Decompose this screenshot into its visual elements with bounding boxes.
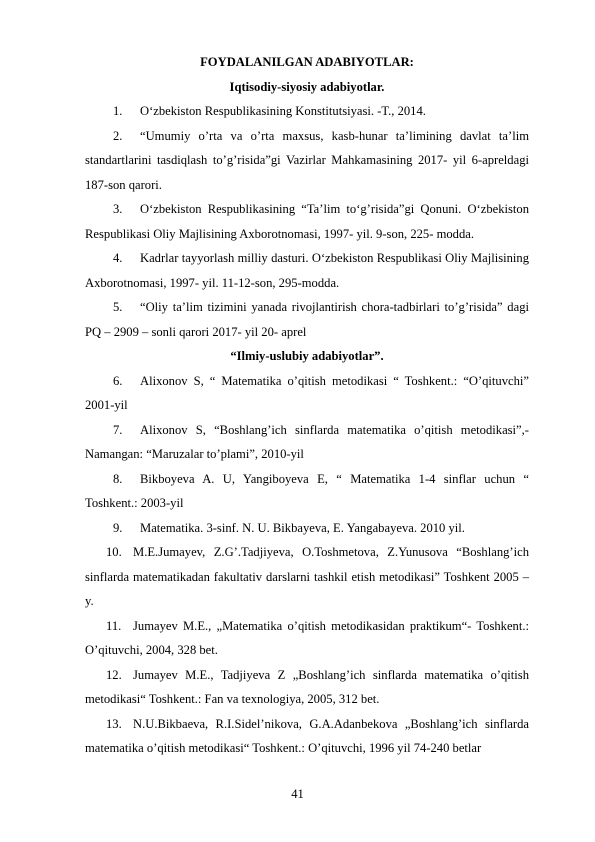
reference-text: Kadrlar tayyorlash milliy dasturi. O‘zbekiston Respublikasi Oliy Majlisining Axborotnomasi, 1997- yil. 11-12-son, 295-modda. [85, 251, 529, 290]
reference-text: N.U.Bikbaeva, R.I.Sidel’nikova, G.A.Adanbekova „Boshlang’ich sinflarda matematika o’qitish metodikasi“ Toshkent.: O’qituvchi, 1996 yil 74-240 betlar [85, 716, 529, 755]
section-heading-political: Iqtisodiy-siyosiy adabiyotlar. [229, 79, 385, 94]
reference-number: 7. [113, 422, 123, 437]
reference-item [85, 540, 529, 614]
reference-text: O‘zbekiston Respublikasining “Ta’lim to‘g’risida”gi Qonuni. O‘zbekiston Respublikasi Oliy Majlisining Axborotnomasi, 1997- yil. 9-son, 225- modda. [85, 202, 529, 241]
reference-number: 13. [106, 716, 122, 731]
reference-item [85, 467, 529, 516]
reference-number: 12. [106, 667, 122, 682]
section-heading-methodical: “Ilmiy-uslubiy adabiyotlar”. [230, 349, 384, 363]
reference-item [85, 197, 529, 246]
document-content [85, 50, 529, 761]
reference-number: 5. [113, 300, 123, 314]
reference-number: 6. [113, 373, 123, 388]
reference-number: 1. [113, 104, 123, 118]
references-title: FOYDALANILGAN ADABIYOTLAR: [200, 55, 414, 69]
reference-text: O‘zbekiston Respublikasining Konstitutsiyasi. -T., 2014. [140, 104, 426, 118]
reference-item [85, 246, 529, 295]
reference-item [85, 663, 529, 712]
reference-text: Matematika. 3-sinf. N. U. Bikbayeva, E. Yangabayeva. 2010 yil. [140, 520, 465, 535]
reference-item [85, 295, 529, 344]
page-number: 41 [291, 787, 304, 801]
reference-item [85, 369, 529, 418]
reference-text: “Oliy ta’lim tizimini yanada rivojlantirish chora-tadbirlari to’g’risida” dagi PQ – 2909 – sonli qarori 2017- yil 20- aprel [85, 300, 529, 339]
reference-text: Alixonov S, “ Matematika o’qitish metodikasi “ Toshkent.: “O’qituvchi” 2001-yil [85, 373, 529, 412]
reference-number: 8. [113, 471, 123, 486]
reference-text: Bikboyeva A. U, Yangiboyeva E, “ Matematika 1-4 sinflar uchun “ Toshkent.: 2003-yil [85, 471, 529, 510]
reference-item [85, 124, 529, 198]
reference-text: Jumayev M.E., „Matematika o’qitish metodikasidan praktikum“- Toshkent.: O’qituvchi, 2004, 328 bet. [85, 618, 529, 657]
reference-number: 10. [106, 545, 122, 559]
reference-item [85, 712, 529, 761]
reference-text: M.E.Jumayev, Z.G’.Tadjiyeva, O.Toshmetova, Z.Yunusova “Boshlang’ich sinflarda matematikadan fakultativ darslarni tashkil etish metodikasi” Toshkent 2005 – y. [85, 545, 529, 608]
reference-number: 11. [106, 618, 122, 633]
reference-item [85, 516, 529, 541]
reference-number: 3. [113, 202, 123, 216]
reference-item [85, 614, 529, 663]
reference-text: Alixonov S, “Boshlang’ich sinflarda matematika o’qitish metodikasi”,-Namangan: “Maruzalar to’plami”, 2010-yil [85, 422, 529, 461]
reference-item [85, 418, 529, 467]
reference-number: 2. [113, 128, 123, 143]
reference-text: Jumayev M.E., Tadjiyeva Z „Boshlang’ich sinflarda matematika o’qitish metodikasi“ Toshkent.: Fan va texnologiya, 2005, 312 bet. [85, 667, 529, 706]
reference-number: 4. [113, 251, 123, 265]
reference-item [85, 99, 529, 124]
reference-number: 9. [113, 520, 123, 535]
reference-text: “Umumiy o’rta va o’rta maxsus, kasb-hunar ta’limining davlat ta’lim standartlarini tasdiqlash to’g’risida”gi Vazirlar Mahkamasining 2017- yil 6-apreldagi 187-son qarori. [85, 128, 529, 192]
